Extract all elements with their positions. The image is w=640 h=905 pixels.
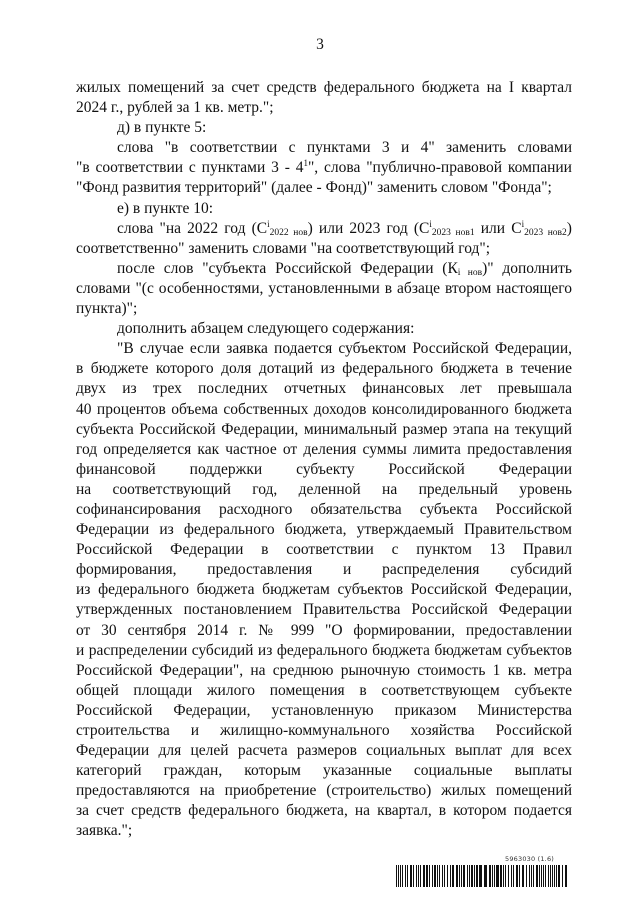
quote-line: общей площади жилого помещения в соответствующем субъекте [76,681,572,699]
quote-line: двух из трех последних отчетных финансовых лет превышала [76,380,572,398]
quote-line: формирования, предоставления и распределения субсидий [76,561,572,579]
text-line: пункта)"; [76,300,138,318]
barcode-image [396,865,567,887]
text-line: "Фонд развития территорий" (далее - Фонд)" заменить словом "Фонда"; [76,179,552,197]
formula-line: слова "на 2022 год $(С^i_{2022 нов})$ или 2023 год ($С^i_{2023 нов1}$ или $С^i_{2023 нов2}$) [117,218,572,238]
quote-line: Российской Федерации, установленную приказом Министерства [76,701,572,719]
quote-line: Российской Федерации в соответствии с пунктом 13 Правил [76,541,572,559]
quote-line: софинансирования расходного обязательства субъекта Российской [76,500,572,518]
quote-line: Федерации из федерального бюджета, утверждаемый Правительством [76,521,572,539]
document-body [76,78,572,842]
page-number: 3 [316,36,324,53]
quote-line: категорий граждан, которым указанные социальные выплаты [76,762,572,780]
quote-line: Российской Федерации", на среднюю рыночную стоимость 1 кв. метра [76,661,572,679]
text-line: "в соответствии с пунктами $3 - 4^1$", слова "публично-правовой компании [76,158,572,177]
quote-line: и распределении субсидий из федерального бюджета бюджетам субъектов [76,641,572,659]
quote-line: "В случае если заявка подается субъектом Российской Федерации, [117,340,572,358]
text-line: соответственно" заменить словами "на соответствующий год"; [76,239,491,257]
quote-line: субъекта Российской Федерации, минимальный размер этапа на текущий [76,420,572,438]
quote-line: в бюджете которого доля дотаций из федерального бюджета в течение [76,360,572,378]
quote-line: Федерации для целей расчета размеров социальных выплат для всех [76,742,572,760]
quote-line: из федерального бюджета бюджетам субъектов Российской Федерации, [76,581,572,599]
text-line: е) в пункте 10: [117,199,214,217]
text-line: д) в пункте 5: [117,119,207,137]
text-line: словами "(с особенностями, установленными в абзаце втором настоящего [76,279,572,297]
quote-line: на соответствующий год, деленной на предельный уровень [76,480,572,498]
quote-line: за счет средств федерального бюджета, на квартал, в котором подается [76,802,572,820]
text-line: дополнить абзацем следующего содержания: [117,320,415,338]
text-line: 2024 г., рублей за 1 кв. метр."; [76,99,274,117]
quote-line: заявка."; [76,822,133,840]
quote-line: 40 процентов объема собственных доходов консолидированного бюджета [76,400,572,418]
text-line: жилых помещений за счет средств федерального бюджета на I квартал [76,79,572,96]
quote-line: предоставляются на приобретение (строительство) жилых помещений [76,782,572,800]
quote-line: строительства и жилищно-коммунального хозяйства Российской [76,722,572,739]
barcode-id: 5963030 (1.6) [505,855,555,863]
quote-line: от 30 сентября 2014 г. № 999 "О формировании, предоставлении [76,621,572,639]
quote-line: финансовой поддержки субъекту Российской Федерации [76,460,572,478]
text-line: слова "в соответствии с пунктами 3 и 4" заменить словами [117,139,572,157]
quote-line: утвержденных постановлением Правительства Российской Федерации [76,601,572,619]
formula-line: после слов "субъекта Российской Федерации $(К_{i нов})$" дополнить [117,259,572,278]
quote-line: год определяется как частное от деления суммы лимита предоставления [76,440,572,458]
